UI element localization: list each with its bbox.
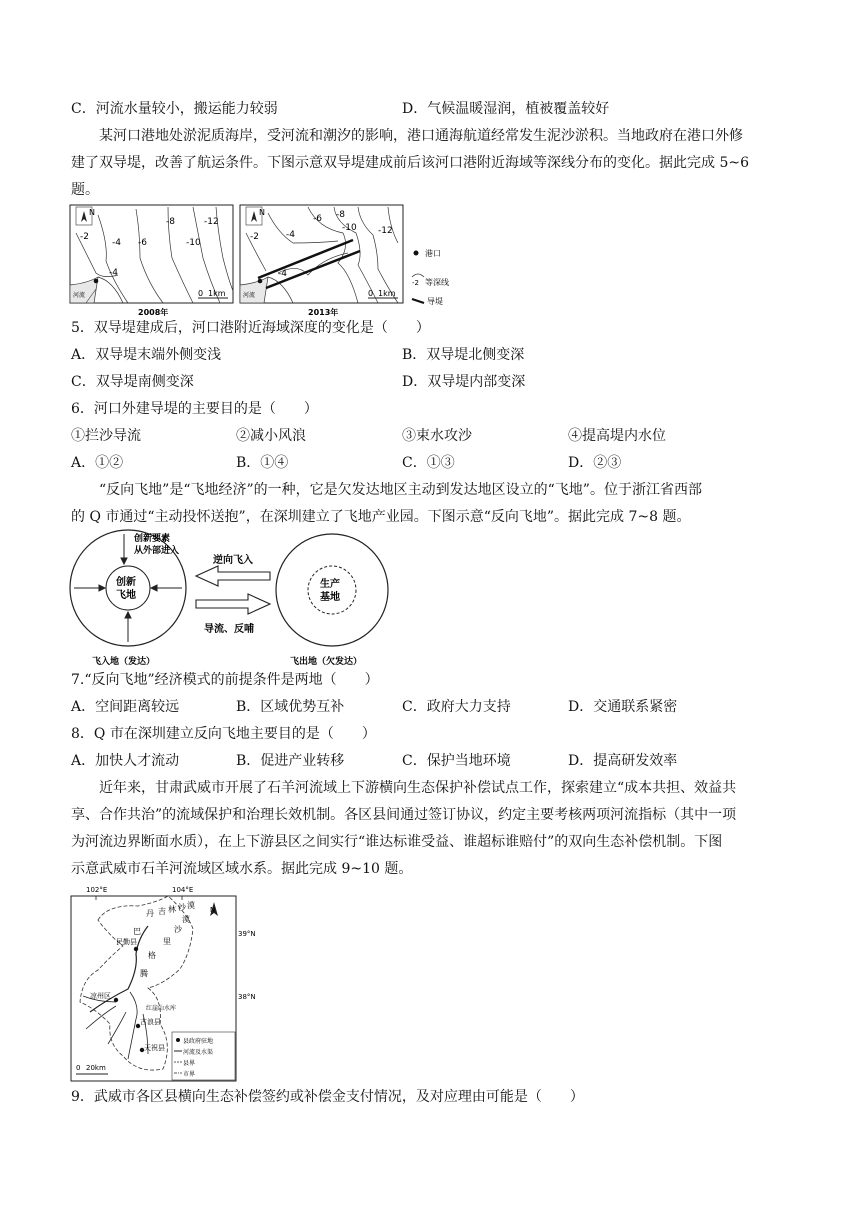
- passage3-line3: 为河流边界断面水质），在上下游县区之间实行“谁达标谁受益、谁超标谁赔付”的双向生态补偿机制。下图: [71, 834, 723, 850]
- q6-statement-1: ①拦沙导流: [71, 428, 141, 444]
- passage3-line4: 示意武威市石羊河流域区域水系。据此完成 9~10 题。: [71, 861, 413, 877]
- contour-label: -2: [250, 232, 259, 242]
- q6-statement-2: ②减小风浪: [236, 428, 306, 444]
- legend-isobath: 等深线: [425, 278, 449, 287]
- prod-label-2: 基地: [320, 592, 340, 603]
- passage2-line1: “反向飞地”是“飞地经济”的一种，它是欠发达地区主动到发达地区设立的“飞地”。位于浙江省西部: [99, 482, 702, 498]
- port-marker-left: [94, 279, 99, 284]
- desert-char: 丹: [146, 909, 154, 918]
- q6-option-c: C．①③: [402, 455, 455, 471]
- map3-scale-label: 20km: [86, 1064, 106, 1072]
- contour-label: -2: [80, 232, 89, 242]
- tianzhu-label: 天祝县: [144, 1044, 165, 1052]
- contour-label: -4: [109, 268, 118, 278]
- scale-label-right: 1km: [378, 289, 396, 298]
- contour-label: -4: [286, 230, 295, 240]
- lon-104: 104°E: [172, 886, 194, 894]
- desert-char: 林: [168, 905, 176, 914]
- north-label-right: N: [259, 208, 265, 217]
- legend-county: 县界: [183, 1060, 196, 1067]
- desert-char: 沙: [178, 903, 186, 912]
- contour-label: -4: [112, 238, 121, 248]
- year-2008: 2008年: [138, 308, 169, 317]
- innovation-in-label-1: 创新要素: [134, 534, 171, 544]
- desert-char: 吉: [158, 907, 166, 916]
- fly-out-circle: [276, 534, 388, 646]
- scale-zero-right: 0: [368, 289, 374, 298]
- q5-option-c: C．双导堤南侧变深: [71, 374, 194, 390]
- q6-option-a: A．①②: [71, 455, 124, 471]
- contour-label: -4: [278, 269, 287, 279]
- passage1-line3: 题。: [71, 182, 99, 198]
- q8-option-b: B．促进产业转移: [236, 753, 345, 769]
- reservoir-label: 红崖山水库: [146, 1005, 177, 1012]
- q4-option-c: C．河流水量较小，搬运能力较弱: [71, 101, 278, 117]
- contour-label: -10: [342, 223, 357, 233]
- center-label-2: 飞地: [116, 590, 136, 601]
- passage3-line2: 享、合作共治”的流域保护和治理长效机制。各区县间通过签订协议，约定主要考核两项河流指标（其中一项: [71, 807, 737, 823]
- innovation-in-label-2: 从外部进入: [134, 546, 180, 556]
- scale-label-left: 1km: [208, 289, 226, 298]
- reverse-in-arrow: [196, 566, 270, 586]
- river-label-left: 河流: [73, 292, 86, 299]
- scale-zero-left: 0: [198, 289, 204, 298]
- feedback-arrow: [196, 594, 270, 614]
- reverse-in-label: 逆向飞入: [213, 555, 253, 566]
- minqin-label: 民勤县: [116, 938, 137, 946]
- q4-option-d: D．气候温暖湿润，植被覆盖较好: [402, 101, 610, 117]
- legend-seat: 县政府驻地: [183, 1038, 214, 1045]
- passage3-line1: 近年来，甘肃武威市开展了石羊河流域上下游横向生态保护补偿试点工作，探索建立“成本共担、效益共: [99, 780, 737, 796]
- legend-river: 河流及水渠: [183, 1049, 214, 1056]
- q6-option-d: D．②③: [568, 455, 622, 471]
- q5-stem: 5．双导堤建成后，河口港附近海域深度的变化是（ ）: [71, 320, 430, 336]
- q8-stem: 8．Q 市在深圳建立反向飞地主要目的是（ ）: [71, 726, 376, 742]
- innovation-enclave-circle: [106, 566, 150, 610]
- desert-char: 漠: [187, 901, 195, 910]
- legend-port: 港口: [425, 249, 441, 258]
- right-caption: 飞出地（欠发达）: [290, 657, 363, 667]
- q7-option-a: A．空间距离较远: [71, 699, 180, 715]
- legend-isobath-value: -2: [412, 279, 419, 287]
- map-2008: [70, 205, 233, 317]
- lat-38: 38°N: [238, 993, 256, 1001]
- q5-option-d: D．双导堤内部变深: [402, 374, 526, 390]
- map3-legend: [172, 1032, 235, 1080]
- q8-option-a: A．加快人才流动: [71, 753, 180, 769]
- isobath-maps-figure: [68, 203, 460, 318]
- passage1-line1: 某河口港地处淤泥质海岸，受河流和潮汐的影响，港口通海航道经常发生泥沙淤积。当地政府在港口外修: [99, 128, 743, 144]
- q8-option-c: C．保护当地环境: [402, 753, 511, 769]
- contour-label: -12: [204, 217, 219, 227]
- contour-label: -6: [313, 214, 322, 224]
- q6-option-b: B．①④: [236, 455, 289, 471]
- north-label-map3: N: [210, 906, 216, 914]
- q6-statement-3: ③束水攻沙: [402, 428, 472, 444]
- gulang-label: 古浪县: [140, 1018, 161, 1026]
- left-caption: 飞入地（发达）: [92, 657, 156, 667]
- q9-stem: 9．武威市各区县横向生态补偿签约或补偿金支付情况，及对应理由可能是（ ）: [71, 1089, 584, 1105]
- river-label-right: 河流: [243, 292, 256, 299]
- passage1-line2: 建了双导堤，改善了航运条件。下图示意双导堤建成前后该河口港附近海域等深线分布的变化。据此完成 5~6: [71, 155, 749, 171]
- liangzhou-label: 凉州区: [90, 992, 111, 1000]
- desert-char: 巴: [133, 927, 141, 936]
- lon-102: 102°E: [86, 886, 108, 894]
- lat-39: 39°N: [238, 930, 256, 938]
- year-2013: 2013年: [308, 308, 339, 317]
- prod-label-1: 生产: [320, 579, 340, 590]
- contour-label: -8: [166, 217, 175, 227]
- q7-option-d: D．交通联系紧密: [568, 699, 678, 715]
- port-marker-right: [258, 279, 263, 284]
- q7-option-b: B．区域优势互补: [236, 699, 345, 715]
- map-2013: [240, 205, 403, 317]
- passage2-line2: 的 Q 市通过“主动投怀送抱”，在深圳建立了飞地产业园。下图示意“反向飞地”。据此完成 7~8 题。: [71, 509, 691, 525]
- desert2-char: 腾: [140, 969, 148, 978]
- center-label-1: 创新: [116, 577, 136, 588]
- q6-statement-4: ④提高堤内水位: [568, 428, 666, 444]
- desert2-char: 里: [163, 937, 171, 946]
- legend-jetty: 导堤: [427, 297, 443, 306]
- feedback-label: 导流、反哺: [204, 624, 254, 635]
- contour-label: -12: [378, 226, 393, 236]
- legend-city: 市界: [183, 1071, 196, 1078]
- q7-stem: 7.“反向飞地”经济模式的前提条件是两地（ ）: [71, 672, 379, 688]
- shiyang-basin-map: [68, 884, 268, 1084]
- desert2-char: 格: [148, 951, 156, 960]
- contour-label: -10: [186, 238, 201, 248]
- reverse-enclave-figure: [68, 528, 398, 670]
- desert2-char: 沙: [174, 925, 182, 934]
- contour-label: -6: [138, 238, 147, 248]
- q6-stem: 6．河口外建导堤的主要目的是（ ）: [71, 401, 318, 417]
- q5-option-a: A．双导堤末端外侧变浅: [71, 347, 222, 363]
- q7-option-c: C．政府大力支持: [402, 699, 511, 715]
- contour-label: -8: [336, 210, 345, 220]
- q5-option-b: B．双导堤北侧变深: [402, 347, 525, 363]
- production-base-circle: [308, 566, 356, 614]
- q8-option-d: D．提高研发效率: [568, 753, 678, 769]
- desert2-char: 漠: [182, 915, 190, 924]
- map3-scale-zero: 0: [76, 1064, 81, 1072]
- north-label-left: N: [89, 208, 95, 217]
- isobath-legend: [412, 248, 449, 306]
